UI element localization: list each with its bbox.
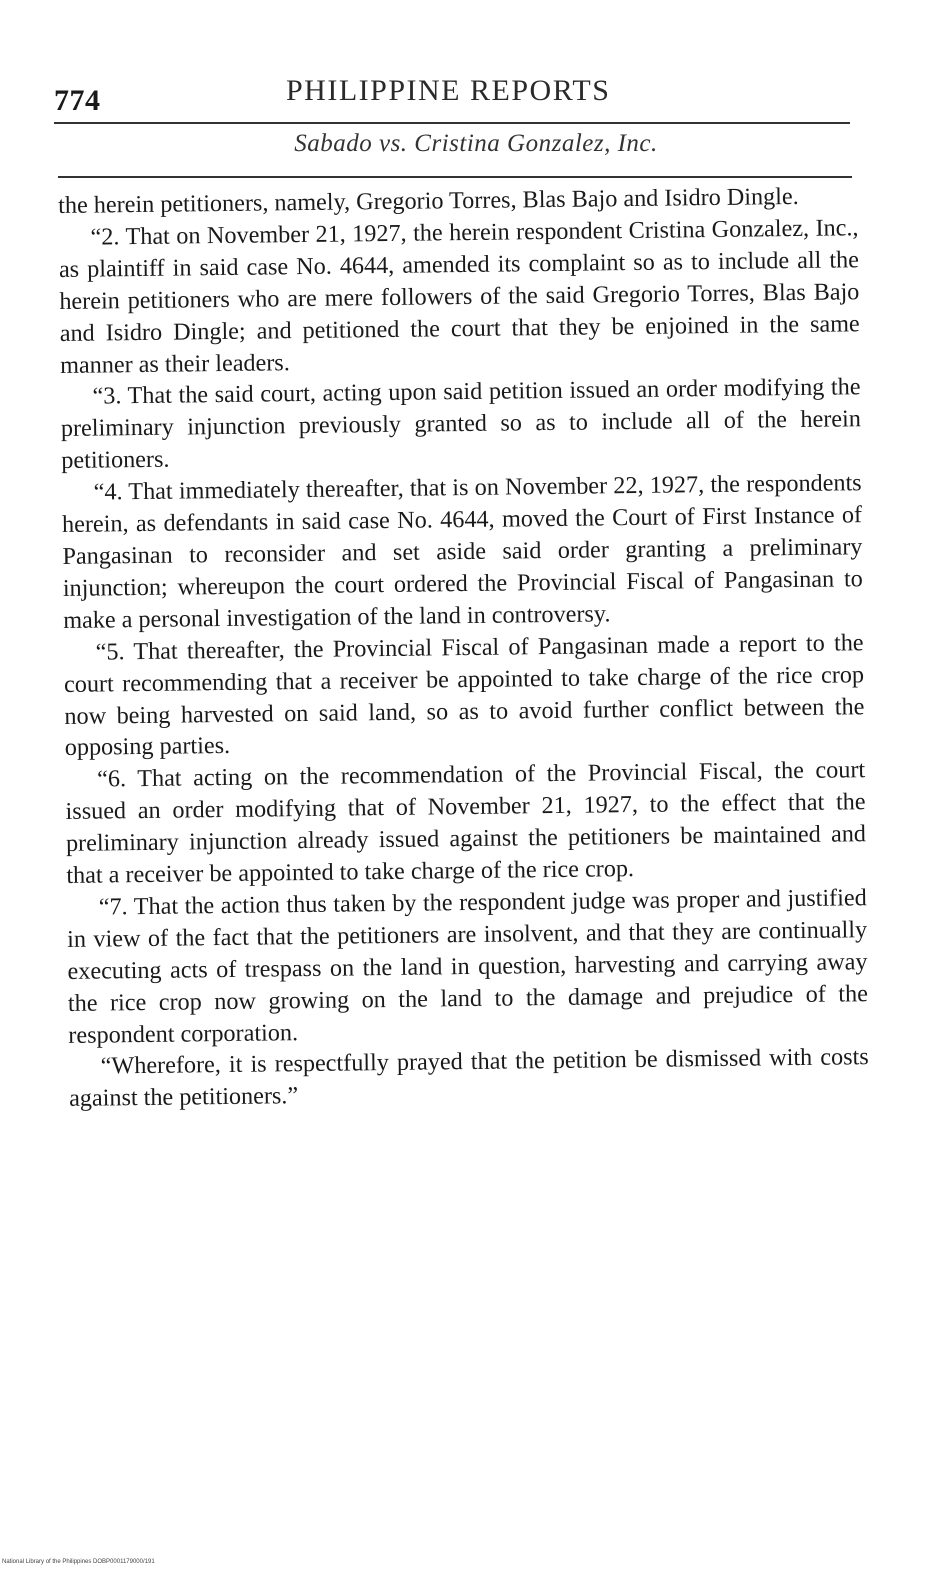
paragraph-prayer: “Wherefore, it is respectfully prayed that the petition be dismissed with costs against the petitioners.” xyxy=(68,1043,869,1113)
paragraph-3: “3. That the said court, acting upon said petition issued an order modifying the preliminary injunction previously granted so as to include all of the herein petitioners. xyxy=(60,373,862,475)
paragraph-5: “5. That thereafter, the Provincial Fiscal of Pangasinan made a report to the court recommending that a receiver be appointed to take charge of the rice crop now being harvested on said land, so as to avoid further conflict between the opposing parties. xyxy=(63,628,865,762)
header-rule-bottom xyxy=(58,176,852,178)
body-text xyxy=(58,180,869,1115)
page-number: 774 xyxy=(54,84,101,117)
source-footer-note: National Library of the Philippines DOBP0001179000/191 xyxy=(2,1559,155,1565)
header-rule-top xyxy=(54,122,850,124)
paragraph-4: “4. That immediately thereafter, that is on November 22, 1927, the respondents herein, as defendants in said case No. 4644, moved the Court of First Instance of Pangasinan to reconsider and set aside said order granting a preliminary injunction; whereupon the court ordered the Provincial Fiscal of Pangasinan to make a personal investigation of the land in controversy. xyxy=(61,469,863,634)
paragraph-2: “2. That on November 21, 1927, the herein respondent Cristina Gonzalez, Inc., as plaintiff in said case No. 4644, amended its complaint so as to include all the herein petitioners who are mere followers of the said Gregorio Torres, Blas Bajo and Isidro Dingle; and petitioned the court that they be enjoined in the same manner as their leaders. xyxy=(58,214,860,379)
paragraph-continuation: the herein petitioners, namely, Gregorio Torres, Blas Bajo and Isidro Dingle. xyxy=(58,182,799,219)
running-title: PHILIPPINE REPORTS xyxy=(286,74,611,107)
case-caption: Sabado vs. Cristina Gonzalez, Inc. xyxy=(294,130,658,157)
paragraph-6: “6. That acting on the recommendation of the Provincial Fiscal, the court issued an order modifying that of November 21, 1927, to the effect that the preliminary injunction already issued against the petitioners be maintained and that a receiver be appointed to take charge of the rice crop. xyxy=(65,756,867,889)
paragraph-7: “7. That the action thus taken by the respondent judge was proper and justified in view of the fact that the petitioners are insolvent, and that they are continually executing acts of trespass on the land in question, harvesting and carrying away the rice crop now growing on the land to the damage and prejudice of the respondent corporation. xyxy=(66,884,869,1049)
